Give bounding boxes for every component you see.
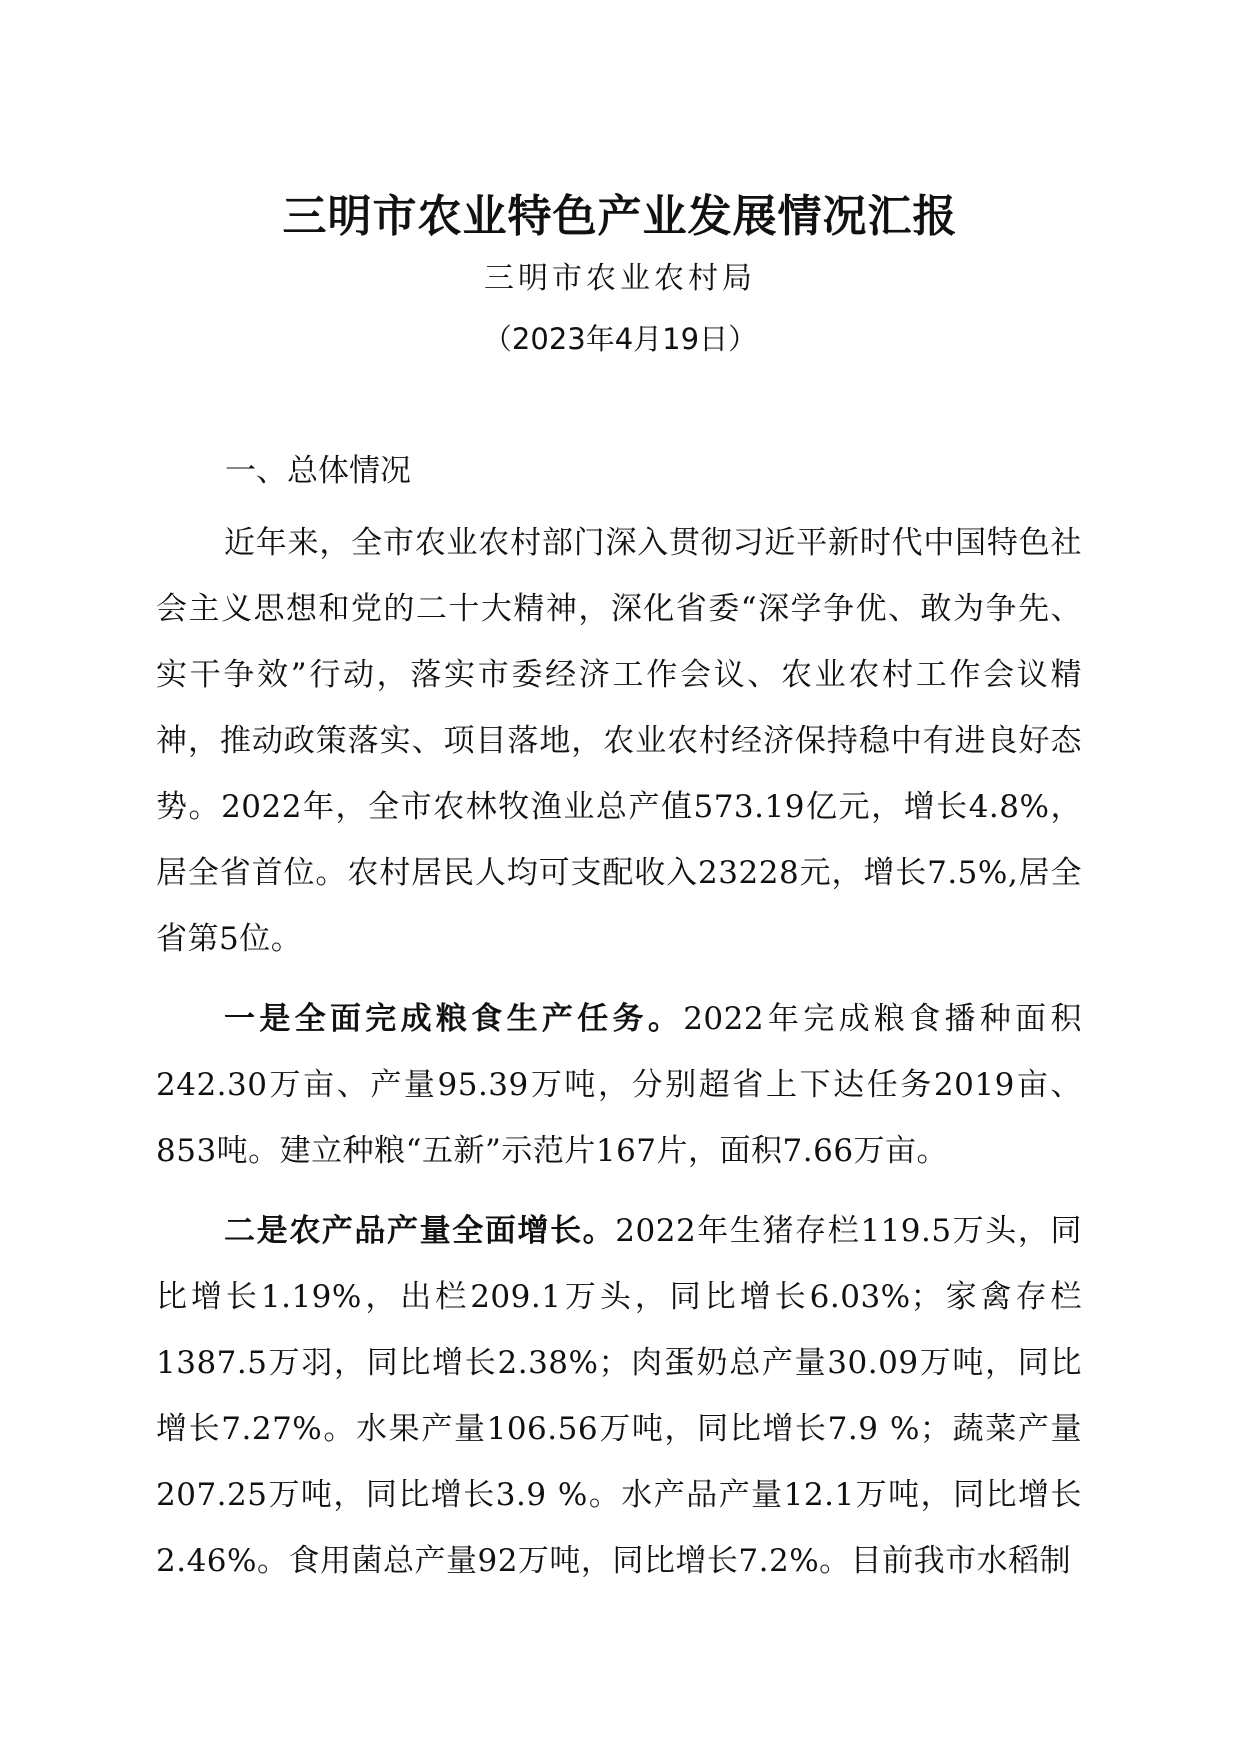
paragraph-text: 近年来，全市农业农村部门深入贯彻习近平新时代中国特色社会主义思想和党的二十大精神，深化省委“深学争优、敢为争先、实干争效”行动，落实市委经济工作会议、农业农村工作会议精神，推动政策落实、项目落地，农业农村经济保持稳中有进良好态势。2022年，全市农林牧渔业总产值573.19亿元，增长4.8%，居全省首位。农村居民人均可支配收入23228元，增长7.5%,居全省第5位。: [156, 525, 1082, 957]
paragraph-overview: [156, 510, 1082, 972]
paragraph-lead: 一是全面完成粮食生产任务。: [224, 1001, 684, 1037]
section-body: [156, 510, 1082, 1594]
document-issuer: 三明市农业农村局: [484, 261, 756, 296]
paragraph-text: 2022年生猪存栏119.5万头，同比增长1.19%，出栏209.1万头，同比增长6.03%；家禽存栏1387.5万羽，同比增长2.38%；肉蛋奶总产量30.09万吨，同比增长7.27%。水果产量106.56万吨，同比增长7.9 %；蔬菜产量207.25万吨，同比增长3.9 %。水产品产量12.1万吨，同比增长2.46%。食用菌总产量92万吨，同比增长7.2%。目前我市水稻制: [156, 1213, 1083, 1579]
document-date: （2023年4月19日）: [482, 322, 758, 356]
paragraph-grain-production: [156, 986, 1082, 1184]
paragraph-text: 2022年完成粮食播种面积242.30万亩、产量95.39万吨，分别超省上下达任务2019亩、853吨。建立种粮“五新”示范片167片，面积7.66万亩。: [156, 1001, 1082, 1169]
section-heading: 一、总体情况: [225, 453, 411, 489]
paragraph-output-growth: [156, 1198, 1082, 1594]
paragraph-lead: 二是农产品产量全面增长。: [224, 1213, 616, 1249]
document-title: 三明市农业特色产业发展情况汇报: [282, 191, 958, 242]
